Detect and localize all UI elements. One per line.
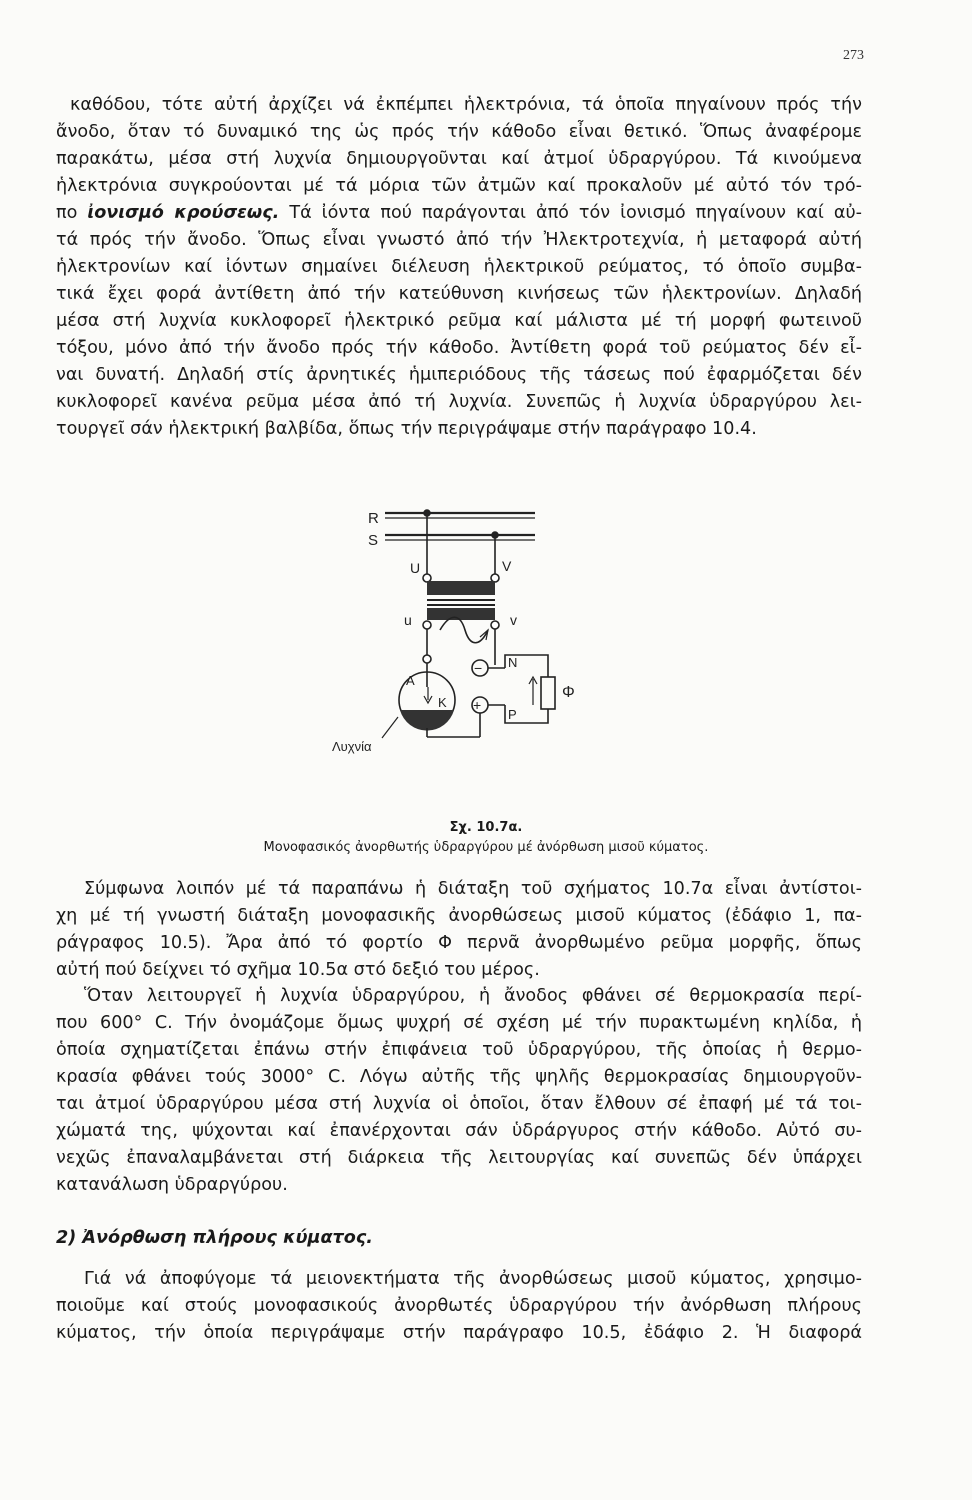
text-line: κρασία φθάνει τούς 3000° C. Λόγω αὐτῆς τῆς ψηλῆς θερμοκρασίας δημιουργοῦν- xyxy=(56,1067,862,1087)
text-line: ὁποία σχηματίζεται ἐπάνω στήν ἐπιφάνεια τοῦ ὑδραργύρου, τῆς ὁποίας ἡ θερμο- xyxy=(56,1040,862,1060)
label-K: K xyxy=(438,695,447,710)
label-v: v xyxy=(510,612,517,628)
mercury-pool xyxy=(400,710,454,731)
paragraph-4 xyxy=(56,1266,862,1347)
text-line: νεχῶς ἐπαναλαμβάνεται στή διάρκεια τῆς λειτουργίας καί συνεπῶς δέν ὑπάρχει xyxy=(56,1148,862,1168)
terminal-lamp-anode xyxy=(423,655,431,663)
section-heading: 2) Ἀνόρθωση πλήρους κύματος. xyxy=(56,1228,373,1248)
text-line: χη μέ τή γνωστή διάταξη μονοφασικῆς ἀνορθώσεως μισοῦ κύματος (ἐδάφιο 1, πα- xyxy=(56,906,862,926)
paragraph-2 xyxy=(56,876,862,984)
label-U: U xyxy=(410,560,421,576)
text-line: κύματος, τήν ὁποία περιγράψαμε στήν παράγραφο 10.5, ἐδάφιο 2. Ἡ διαφορά xyxy=(56,1323,862,1343)
load-resistor xyxy=(541,677,555,709)
page-number: 273 xyxy=(843,48,864,63)
primary-winding xyxy=(427,581,495,595)
text-line: ται ἀτμοί ὑδραργύρου μέσα στή λυχνία οἱ ὁποῖοι, ὅταν ἔλθουν σέ ἐπαφή μέ τά τοι- xyxy=(56,1094,862,1114)
text-fragment: πο xyxy=(56,203,88,223)
label-N: N xyxy=(508,655,518,670)
text-line: Ὅταν λειτουργεῖ ἡ λυχνία ὑδραργύρου, ἡ ἄνοδος φθάνει σέ θερμοκρασία περί- xyxy=(84,986,862,1006)
lamp-pointer xyxy=(382,717,398,738)
figure-caption-text: Μονοφασικός ἀνορθωτής ὑδραργύρου μέ ἀνόρθωση μισοῦ κύματος. xyxy=(263,840,709,855)
label-P: P xyxy=(508,707,517,722)
label-V: V xyxy=(502,558,512,574)
label-r: R xyxy=(368,510,379,527)
text-fragment: Τά ἰόντα πού παράγονται ἀπό τόν ἰονισμό πηγαίνουν καί αὐ- xyxy=(279,203,862,223)
text-line: χώματά της, ψύχονται καί ἐπανέρχονται σάν ὑδράργυρος στήν κάθοδο. Αὐτό συ- xyxy=(56,1121,862,1141)
text-line: ἡλεκτρόνια συγκρούονται μέ τά μόρια τῶν ἀτμῶν καί προκαλοῦν μέ αὐτό τόν τρό- xyxy=(56,176,862,196)
text-line: ἄνοδο, ὅταν τό δυναμικό της ὡς πρός τήν κάθοδο εἶναι θετικό. Ὅπως ἀναφέρομε xyxy=(56,122,862,142)
text-line: ἡλεκτρονίων καί ἰόντων σημαίνει διέλευση ἡλεκτρικοῦ ρεύματος, τό ὁποῖο συμβα- xyxy=(56,257,862,277)
ac-sine-icon xyxy=(440,617,488,643)
text-line: ποιοῦμε καί στούς μονοφασικούς ἀνορθωτές ὑδραργύρου τήν ἀνόρθωση πλήρους xyxy=(56,1296,862,1316)
label-u: u xyxy=(404,612,412,628)
terminal-v-secondary xyxy=(491,621,499,629)
text-line: παρακάτω, μέσα στή λυχνία δημιουργοῦνται καί ἀτμοί ὑδραργύρου. Τά κινούμενα xyxy=(56,149,862,169)
text-line: τόξου, μόνο ἀπό τήν ἄνοδο πρός τήν κάθοδο. Ἀντίθετη φορά τοῦ ρεύματος δέν εἶ- xyxy=(56,338,862,358)
label-A: A xyxy=(406,673,415,688)
label-phi: Φ xyxy=(562,684,575,701)
text-line: τικά ἔχει φορά ἀντίθετη ἀπό τήν κατεύθυνση κινήσεως τῶν ἡλεκτρονίων. Δηλαδή xyxy=(56,284,862,304)
label-s: S xyxy=(368,532,379,549)
label-lamp: Λυχνία xyxy=(332,739,372,754)
terminal-u-primary xyxy=(423,574,431,582)
terminal-v-primary xyxy=(491,574,499,582)
text-line: ναι δυνατή. Δηλαδή στίς ἀρνητικές ἡμιπεριόδους τῆς τάσεως πού ἐφαρμόζεται δέν xyxy=(56,365,862,385)
text-line: ράγραφος 10.5). Ἄρα ἀπό τό φορτίο Φ περνᾶ ἀνορθωμένο ρεῦμα μορφῆς, ὅπως xyxy=(56,933,862,953)
label-minus: − xyxy=(474,660,483,676)
text-line: που 600° C. Τήν ὀνομάζομε ὅμως ψυχρή σέ σχέση μέ τήν πυρακτωμένη κηλίδα, ἡ xyxy=(56,1013,862,1033)
terminal-u-secondary xyxy=(423,621,431,629)
text-line xyxy=(56,200,862,227)
text-line: τουργεῖ σάν ἡλεκτρική βαλβίδα, ὅπως τήν περιγράψαμε στήν παράγραφο 10.4. xyxy=(56,419,757,439)
text-line: Σύμφωνα λοιπόν μέ τά παραπάνω ἡ διάταξη τοῦ σχήματος 10.7α εἶναι ἀντίστοι- xyxy=(84,879,862,899)
label-plus: + xyxy=(473,697,482,713)
text-line: κατανάλωση ὑδραργύρου. xyxy=(56,1175,288,1195)
rectifier-circuit-diagram xyxy=(320,505,600,770)
paragraph-3 xyxy=(56,983,862,1199)
text-line: τά πρός τήν ἄνοδο. Ὅπως εἶναι γνωστό ἀπό τήν Ἠλεκτροτεχνία, ἡ μεταφορά αὐτή xyxy=(56,230,862,250)
secondary-winding xyxy=(427,608,495,620)
text-line: Γιά νά ἀποφύγομε τά μειονεκτήματα τῆς ἀνορθώσεως μισοῦ κύματος, χρησιμο- xyxy=(84,1269,862,1289)
text-line: καθόδου, τότε αὐτή ἀρχίζει νά ἐκπέμπει ἡλεκτρόνια, τά ὁποῖα πηγαίνουν πρός τήν xyxy=(70,95,862,115)
text-line: αὐτή πού δείχνει τό σχῆμα 10.5α στό δεξιό του μέρος. xyxy=(56,960,540,980)
term-impact-ionization: ἰονισμό κρούσεως. xyxy=(87,203,280,223)
text-line: κυκλοφορεῖ κανένα ρεῦμα μέσα ἀπό τή λυχνία. Συνεπῶς ἡ λυχνία ὑδραργύρου λει- xyxy=(56,392,862,412)
intro-paragraph xyxy=(56,92,862,443)
figure-caption-number: Σχ. 10.7α. xyxy=(449,820,523,835)
text-line: μέσα στή λυχνία κυκλοφορεῖ ἡλεκτρικό ρεῦμα καί μάλιστα μέ τή μορφή φωτεινοῦ xyxy=(56,311,862,331)
